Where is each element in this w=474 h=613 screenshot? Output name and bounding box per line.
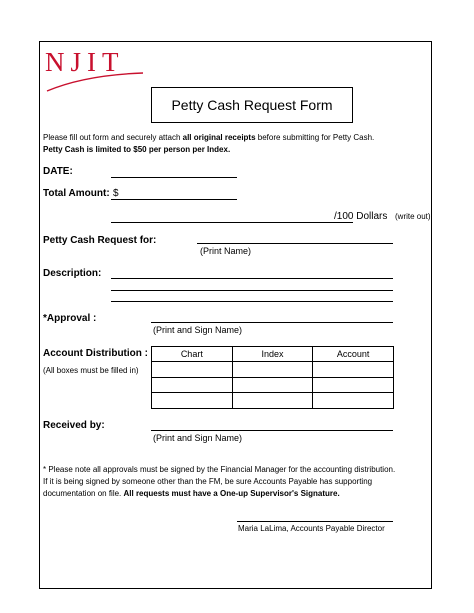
footnote-line2: If it is being signed by someone other than the FM, be sure Accounts Payable has supporting	[43, 477, 373, 486]
approval-field[interactable]	[151, 322, 393, 323]
received-by-caption: (Print and Sign Name)	[153, 433, 243, 443]
approval-label: *Approval :	[43, 313, 97, 324]
column-header-account: Account	[313, 347, 394, 362]
print-name-caption: (Print Name)	[200, 246, 252, 256]
total-amount-label: Total Amount:	[43, 188, 110, 199]
dollar-sign: $	[113, 188, 119, 199]
cell-index[interactable]	[232, 362, 313, 378]
column-header-chart: Chart	[152, 347, 233, 362]
cell-chart[interactable]	[152, 377, 233, 393]
cell-index[interactable]	[232, 393, 313, 409]
dollars-text: /100 Dollars	[334, 211, 388, 222]
request-for-label: Petty Cash Request for:	[43, 235, 157, 246]
date-field[interactable]	[111, 177, 237, 178]
all-boxes-note: (All boxes must be filled in)	[43, 366, 139, 375]
received-by-label: Received by:	[43, 420, 105, 431]
cell-account[interactable]	[313, 393, 394, 409]
form-title: Petty Cash Request Form	[151, 87, 353, 123]
instructions-line2: Petty Cash is limited to $50 per person per Index.	[43, 145, 231, 154]
footnote-line1: * Please note all approvals must be signed by the Financial Manager for the accounting distribution.	[43, 465, 396, 474]
description-line-2[interactable]	[111, 290, 393, 291]
description-line-3[interactable]	[111, 301, 393, 302]
amount-in-words-field[interactable]	[111, 222, 353, 223]
logo-text: NJIT	[45, 47, 125, 77]
account-distribution-table	[151, 346, 394, 409]
form-frame	[39, 41, 432, 589]
date-label: DATE:	[43, 166, 73, 177]
cell-chart[interactable]	[152, 362, 233, 378]
cell-account[interactable]	[313, 377, 394, 393]
approval-caption: (Print and Sign Name)	[153, 325, 243, 335]
logo-swoosh-icon	[45, 71, 145, 93]
total-amount-field[interactable]	[111, 199, 237, 200]
received-by-field[interactable]	[151, 430, 393, 431]
write-out-note: (write out)	[395, 212, 431, 221]
njit-logo	[45, 47, 145, 93]
instructions-line1: Please fill out form and securely attach all original receipts before submitting for Petty Cash.	[43, 133, 375, 142]
table-header-row	[152, 347, 394, 362]
table-row	[152, 377, 394, 393]
table-row	[152, 362, 394, 378]
description-label: Description:	[43, 268, 102, 279]
cell-index[interactable]	[232, 377, 313, 393]
column-header-index: Index	[232, 347, 313, 362]
footnote-line3: documentation on file. All requests must have a One-up Supervisor's Signature.	[43, 489, 340, 498]
cell-chart[interactable]	[152, 393, 233, 409]
request-for-field[interactable]	[197, 243, 393, 244]
director-signature-line[interactable]	[237, 521, 393, 522]
cell-account[interactable]	[313, 362, 394, 378]
account-distribution-label: Account Distribution :	[43, 348, 148, 359]
description-line-1[interactable]	[111, 278, 393, 279]
table-row	[152, 393, 394, 409]
signature-caption: Maria LaLima, Accounts Payable Director	[238, 524, 385, 533]
